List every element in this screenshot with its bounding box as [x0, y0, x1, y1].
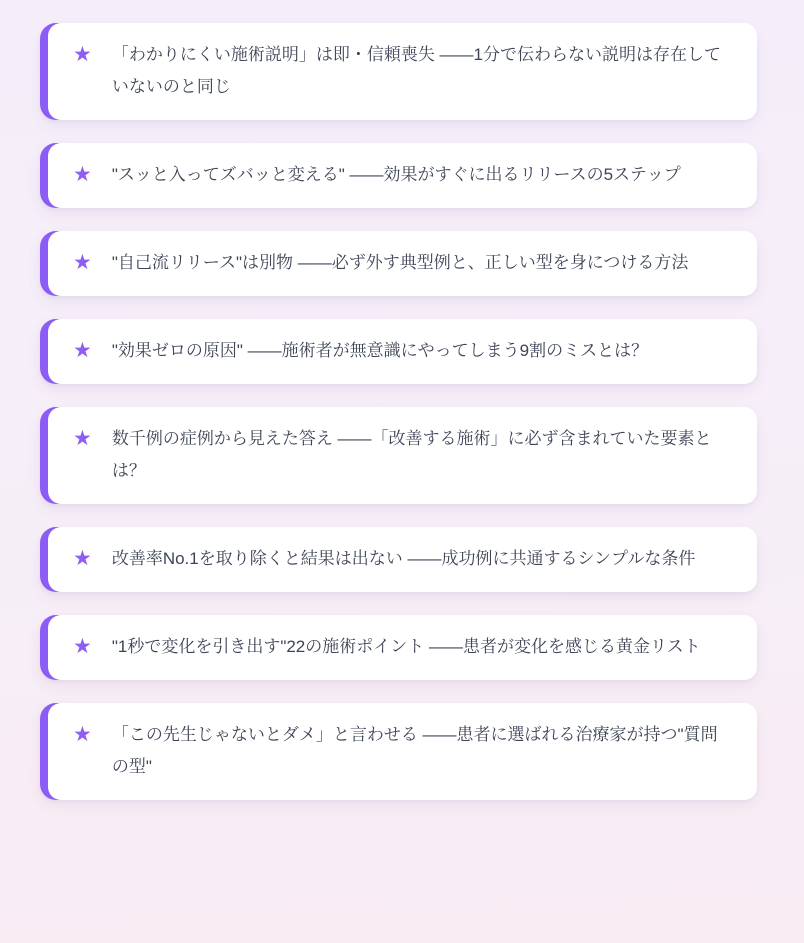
list-item-text: 「この先生じゃないとダメ」と言わせる ——患者に選ばれる治療家が持つ"質問の型"	[111, 725, 718, 776]
star-icon: ★	[73, 547, 92, 570]
list-item-text: "1秒で変化を引き出す"22の施術ポイント ——患者が変化を感じる黄金リスト	[111, 637, 701, 656]
list-item-body	[48, 527, 757, 592]
list-item	[40, 615, 757, 680]
star-icon: ★	[73, 635, 92, 658]
list-item-body	[48, 23, 757, 120]
star-icon: ★	[73, 251, 92, 274]
list-item-text: "自己流リリース"は別物 ——必ず外す典型例と、正しい型を身につける方法	[111, 253, 689, 272]
list-item-text: "効果ゼロの原因" ——施術者が無意識にやってしまう9割のミスとは？	[111, 341, 649, 360]
list-item-text: "スッと入ってズバッと変える" ——効果がすぐに出るリリースの5ステップ	[111, 165, 681, 184]
star-icon: ★	[73, 339, 92, 362]
list-item	[40, 527, 757, 592]
list-item-body	[48, 407, 757, 504]
list-item-body	[48, 319, 757, 384]
list-item-text: 改善率No.1を取り除くと結果は出ない ——成功例に共通するシンプルな条件	[111, 549, 696, 568]
list-item-body	[48, 703, 757, 800]
star-icon: ★	[73, 163, 92, 186]
list-item-body	[48, 231, 757, 296]
list-item	[40, 231, 757, 296]
star-icon: ★	[73, 723, 92, 746]
list-item	[40, 703, 757, 800]
star-icon: ★	[73, 427, 92, 450]
list-item-body	[48, 615, 757, 680]
list-item-body	[48, 143, 757, 208]
star-icon: ★	[73, 43, 92, 66]
list-item	[40, 407, 757, 504]
list-item-text: 数千例の症例から見えた答え ——「改善する施術」に必ず含まれていた要素とは？	[111, 429, 712, 480]
list-item	[40, 23, 757, 120]
list-item-text: 「わかりにくい施術説明」は即・信頼喪失 ——1分で伝わらない説明は存在していないのと同じ	[111, 45, 722, 96]
list-item	[40, 319, 757, 384]
list-item	[40, 143, 757, 208]
